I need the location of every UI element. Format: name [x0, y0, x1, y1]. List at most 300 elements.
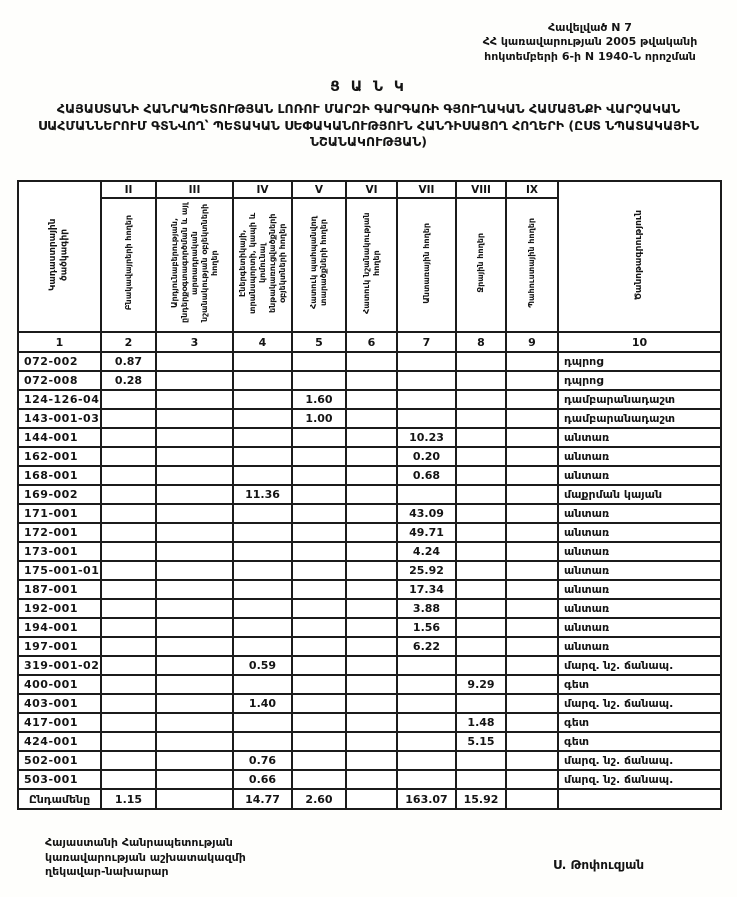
cadastral-code-cell: 143-001-03 [18, 409, 101, 428]
total-value-cell: 2.60 [292, 789, 346, 809]
area-value-cell [456, 694, 506, 713]
cadastral-code-cell: 187-001 [18, 580, 101, 599]
table-row [18, 637, 721, 656]
area-value-cell [101, 751, 156, 770]
area-value-cell [156, 732, 233, 751]
note-cell: անտառ [558, 447, 721, 466]
total-value-cell [156, 789, 233, 809]
area-value-cell [292, 694, 346, 713]
area-value-cell [397, 751, 456, 770]
area-value-cell: 0.59 [233, 656, 292, 675]
area-value-cell [506, 675, 558, 694]
total-value-cell: 14.77 [233, 789, 292, 809]
document-title: Ց Ա Ն Կ [330, 79, 407, 95]
total-value-cell: 1.15 [101, 789, 156, 809]
header-notes [558, 181, 721, 332]
table-row [18, 542, 721, 561]
area-value-cell [346, 428, 397, 447]
area-value-cell [101, 523, 156, 542]
area-value-cell: 4.24 [397, 542, 456, 561]
header-forest-lands: Անտառային հողեր [397, 198, 456, 332]
area-value-cell: 49.71 [397, 523, 456, 542]
area-value-cell [233, 732, 292, 751]
area-value-cell [101, 542, 156, 561]
area-value-cell [456, 447, 506, 466]
signatory-title-line: կառավարության աշխատակազմի [45, 850, 246, 864]
area-value-cell: 5.15 [456, 732, 506, 751]
area-value-cell [456, 599, 506, 618]
column-number: 8 [456, 332, 506, 352]
area-value-cell [233, 542, 292, 561]
area-value-cell [101, 485, 156, 504]
area-value-cell [233, 599, 292, 618]
table-row [18, 447, 721, 466]
table-row [18, 751, 721, 770]
area-value-cell [506, 694, 558, 713]
area-value-cell: 0.68 [397, 466, 456, 485]
area-value-cell [292, 504, 346, 523]
column-number: 9 [506, 332, 558, 352]
area-value-cell [233, 447, 292, 466]
area-value-cell [456, 637, 506, 656]
area-value-cell [292, 637, 346, 656]
total-value-cell: 15.92 [456, 789, 506, 809]
total-value-cell: 163.07 [397, 789, 456, 809]
area-value-cell [156, 447, 233, 466]
area-value-cell: 0.20 [397, 447, 456, 466]
area-value-cell [506, 599, 558, 618]
note-cell: անտառ [558, 466, 721, 485]
note-cell: անտառ [558, 504, 721, 523]
note-cell: մարզ. նշ. ճանապ. [558, 656, 721, 675]
area-value-cell [156, 694, 233, 713]
area-value-cell [346, 580, 397, 599]
cadastral-code-cell: 173-001 [18, 542, 101, 561]
area-value-cell [156, 561, 233, 580]
area-value-cell [292, 447, 346, 466]
area-value-cell [397, 656, 456, 675]
area-value-cell [456, 352, 506, 371]
column-number: 4 [233, 332, 292, 352]
area-value-cell [156, 656, 233, 675]
signatory-name: Ս. Թոփուզյան [553, 858, 645, 872]
table-row [18, 618, 721, 637]
area-value-cell [397, 352, 456, 371]
area-value-cell [506, 352, 558, 371]
area-value-cell [506, 466, 558, 485]
cadastral-code-cell: 424-001 [18, 732, 101, 751]
area-value-cell [506, 713, 558, 732]
area-value-cell [397, 732, 456, 751]
cadastral-code-cell: 072-008 [18, 371, 101, 390]
area-value-cell [292, 523, 346, 542]
area-value-cell [292, 428, 346, 447]
note-cell: մարզ. նշ. ճանապ. [558, 751, 721, 770]
area-value-cell [156, 675, 233, 694]
table-row [18, 732, 721, 751]
area-value-cell [456, 428, 506, 447]
area-value-cell [506, 656, 558, 675]
area-value-cell: 11.36 [233, 485, 292, 504]
area-value-cell: 9.29 [456, 675, 506, 694]
area-value-cell [506, 504, 558, 523]
area-value-cell [292, 542, 346, 561]
note-cell: անտառ [558, 599, 721, 618]
cadastral-code-cell: 072-002 [18, 352, 101, 371]
table-row [18, 523, 721, 542]
roman-numeral: VI [346, 181, 397, 198]
roman-numeral: VIII [456, 181, 506, 198]
header-cadastral-code-label: Կադաստրային ծածկագիր [48, 218, 70, 292]
area-value-cell [506, 485, 558, 504]
area-value-cell [397, 770, 456, 789]
area-value-cell [506, 390, 558, 409]
area-value-cell [346, 466, 397, 485]
area-value-cell [506, 580, 558, 599]
annex-line: ՀՀ կառավարության 2005 թվականի [482, 35, 698, 49]
area-value-cell [456, 656, 506, 675]
table-row [18, 390, 721, 409]
roman-numeral: II [101, 181, 156, 198]
roman-numeral: VII [397, 181, 456, 198]
area-value-cell [233, 371, 292, 390]
roman-numeral: IX [506, 181, 558, 198]
cadastral-code-cell: 503-001 [18, 770, 101, 789]
area-value-cell: 1.40 [233, 694, 292, 713]
table-row [18, 485, 721, 504]
column-number: 7 [397, 332, 456, 352]
area-value-cell [346, 694, 397, 713]
note-cell: մարզ. նշ. ճանապ. [558, 770, 721, 789]
area-value-cell [456, 751, 506, 770]
area-value-cell [456, 390, 506, 409]
area-value-cell [456, 580, 506, 599]
area-value-cell [506, 523, 558, 542]
table-row [18, 713, 721, 732]
area-value-cell [233, 504, 292, 523]
cadastral-code-cell: 171-001 [18, 504, 101, 523]
header-special-purpose-lands: Հատուկ նշանակության հողեր [346, 198, 397, 332]
table-row [18, 694, 721, 713]
area-value-cell [456, 371, 506, 390]
area-value-cell [233, 428, 292, 447]
area-value-cell [156, 580, 233, 599]
table-row [18, 504, 721, 523]
area-value-cell [156, 770, 233, 789]
area-value-cell: 43.09 [397, 504, 456, 523]
area-value-cell: 25.92 [397, 561, 456, 580]
table-row [18, 599, 721, 618]
area-value-cell [292, 770, 346, 789]
area-value-cell [292, 732, 346, 751]
cadastral-code-cell: 175-001-01 [18, 561, 101, 580]
area-value-cell [506, 561, 558, 580]
roman-numeral: III [156, 181, 233, 198]
area-value-cell [156, 504, 233, 523]
table-row [18, 561, 721, 580]
note-cell: դպրոց [558, 371, 721, 390]
area-value-cell [101, 732, 156, 751]
area-value-cell [156, 485, 233, 504]
note-cell: անտառ [558, 428, 721, 447]
table-row [18, 371, 721, 390]
area-value-cell [456, 409, 506, 428]
area-value-cell: 3.88 [397, 599, 456, 618]
area-value-cell [233, 466, 292, 485]
area-value-cell [233, 409, 292, 428]
total-value-cell [346, 789, 397, 809]
column-number: 5 [292, 332, 346, 352]
cadastral-code-cell: 194-001 [18, 618, 101, 637]
area-value-cell [101, 561, 156, 580]
area-value-cell [101, 390, 156, 409]
cadastral-code-cell: 417-001 [18, 713, 101, 732]
area-value-cell [233, 523, 292, 542]
area-value-cell [456, 770, 506, 789]
column-number: 6 [346, 332, 397, 352]
area-value-cell [101, 694, 156, 713]
area-value-cell: 1.00 [292, 409, 346, 428]
area-value-cell [506, 447, 558, 466]
cadastral-code-cell: 162-001 [18, 447, 101, 466]
area-value-cell [233, 618, 292, 637]
note-cell: գետ [558, 713, 721, 732]
table-row [18, 580, 721, 599]
area-value-cell [346, 751, 397, 770]
area-value-cell [346, 770, 397, 789]
area-value-cell [233, 352, 292, 371]
cadastral-code-cell: 403-001 [18, 694, 101, 713]
area-value-cell [292, 599, 346, 618]
area-value-cell [346, 504, 397, 523]
area-value-cell: 0.28 [101, 371, 156, 390]
area-value-cell [397, 390, 456, 409]
area-value-cell [506, 770, 558, 789]
area-value-cell [456, 466, 506, 485]
cadastral-code-cell: 169-002 [18, 485, 101, 504]
cadastral-code-cell: 502-001 [18, 751, 101, 770]
table-row [18, 770, 721, 789]
area-value-cell [233, 561, 292, 580]
cadastral-code-cell: 192-001 [18, 599, 101, 618]
area-value-cell [346, 599, 397, 618]
cadastral-code-cell: 172-001 [18, 523, 101, 542]
table-row [18, 428, 721, 447]
area-value-cell [506, 732, 558, 751]
area-value-cell [346, 656, 397, 675]
area-value-cell [346, 732, 397, 751]
area-value-cell [101, 409, 156, 428]
total-value-cell [506, 789, 558, 809]
area-value-cell [101, 447, 156, 466]
note-cell: անտառ [558, 561, 721, 580]
area-value-cell [156, 713, 233, 732]
area-value-cell [346, 409, 397, 428]
area-value-cell [233, 713, 292, 732]
header-reserve-lands: Պահուստային հողեր [506, 198, 558, 332]
header-cadastral-code [18, 181, 101, 332]
area-value-cell [346, 542, 397, 561]
area-value-cell [346, 637, 397, 656]
cadastral-code-cell: 124-126-04 [18, 390, 101, 409]
area-value-cell [101, 504, 156, 523]
area-value-cell [346, 523, 397, 542]
roman-numeral-row [18, 181, 721, 198]
area-value-cell: 17.34 [397, 580, 456, 599]
area-value-cell [346, 561, 397, 580]
note-cell: մաքրման կայան [558, 485, 721, 504]
area-value-cell [292, 580, 346, 599]
area-value-cell [346, 371, 397, 390]
note-cell: գետ [558, 675, 721, 694]
note-cell: անտառ [558, 618, 721, 637]
area-value-cell: 0.66 [233, 770, 292, 789]
area-value-cell [506, 542, 558, 561]
area-value-cell [101, 618, 156, 637]
area-value-cell [101, 675, 156, 694]
note-cell: դամբարանադաշտ [558, 409, 721, 428]
signatory-title-line: ղեկավար-նախարար [45, 865, 169, 879]
area-value-cell [156, 428, 233, 447]
area-value-cell [156, 618, 233, 637]
area-value-cell: 1.48 [456, 713, 506, 732]
annex-reference [465, 21, 715, 64]
area-value-cell [101, 713, 156, 732]
header-notes-label: Ծանոթագրություն [633, 209, 644, 301]
area-value-cell: 0.76 [233, 751, 292, 770]
area-value-cell [346, 352, 397, 371]
table-row [18, 352, 721, 371]
cadastral-code-cell: 319-001-02 [18, 656, 101, 675]
header-energy-transport-lands: Էներգետիկայի, տրանսպորտի, կապի և կոմունալ ենթակառուցվածքների օբյեկտների հողեր [233, 198, 292, 332]
area-value-cell [101, 770, 156, 789]
area-value-cell [506, 409, 558, 428]
area-value-cell [456, 523, 506, 542]
signatory-title-line: Հայաստանի Հանրապետության [45, 836, 233, 849]
area-value-cell [101, 656, 156, 675]
area-value-cell [346, 618, 397, 637]
area-value-cell [101, 580, 156, 599]
area-value-cell [292, 371, 346, 390]
area-value-cell [506, 428, 558, 447]
area-value-cell [397, 485, 456, 504]
area-value-cell [101, 466, 156, 485]
table-row [18, 675, 721, 694]
area-value-cell [506, 371, 558, 390]
area-value-cell [346, 390, 397, 409]
signatory-title-block [45, 836, 246, 880]
note-cell: դամբարանադաշտ [558, 390, 721, 409]
area-value-cell [292, 675, 346, 694]
area-value-cell [346, 675, 397, 694]
note-cell: անտառ [558, 637, 721, 656]
annex-line: Հավելված N 7 [548, 21, 632, 34]
header-residential-lands: Բնակավայրերի հողեր [101, 198, 156, 332]
area-value-cell: 0.87 [101, 352, 156, 371]
area-value-cell [397, 409, 456, 428]
area-value-cell: 1.56 [397, 618, 456, 637]
area-value-cell [156, 751, 233, 770]
area-value-cell [101, 428, 156, 447]
area-value-cell [397, 694, 456, 713]
header-industrial-lands: Արդյունաբերության, ընդերքօգտագործման և այլ արտադրական նշանակության օբյեկտների հողեր [156, 198, 233, 332]
note-cell: անտառ [558, 580, 721, 599]
area-value-cell [292, 618, 346, 637]
area-value-cell [456, 618, 506, 637]
area-value-cell [156, 599, 233, 618]
cadastral-code-cell: 197-001 [18, 637, 101, 656]
area-value-cell [506, 637, 558, 656]
table-row [18, 409, 721, 428]
area-value-cell [292, 485, 346, 504]
area-value-cell [233, 580, 292, 599]
area-value-cell: 6.22 [397, 637, 456, 656]
area-value-cell [397, 371, 456, 390]
area-value-cell [156, 637, 233, 656]
area-value-cell [397, 713, 456, 732]
column-number: 3 [156, 332, 233, 352]
area-value-cell [292, 466, 346, 485]
area-value-cell [456, 485, 506, 504]
area-value-cell [156, 523, 233, 542]
area-value-cell [156, 466, 233, 485]
note-cell: դպրոց [558, 352, 721, 371]
area-value-cell [456, 504, 506, 523]
area-value-cell [233, 637, 292, 656]
table-row [18, 656, 721, 675]
total-note-cell [558, 789, 721, 809]
cadastral-code-cell: 168-001 [18, 466, 101, 485]
document-subtitle: ՀԱՅԱՍՏԱՆԻ ՀԱՆՐԱՊԵՏՈՒԹՅԱՆ ԼՈՌՈՒ ՄԱՐԶԻ ԳԱՐԳԱՌԻ ԳՅՈՒՂԱԿԱՆ ՀԱՄԱՅՆՔԻ ՎԱՐՉԱԿԱՆ ՍԱՀՄԱՆՆԵՐՈՒՄ ԳՏՆՎՈՂ՝ ՊԵՏԱԿԱՆ ՍԵՓԱԿԱՆՈՒԹՅՈՒՆ ՀԱՆԴԻՍԱՑՈՂ ՀՈՂԵՐԻ (ԸՍՏ ՆՊԱՏԱԿԱՅԻՆ ՆՇԱՆԱԿՈՒԹՅԱՆ) [37, 101, 700, 150]
area-value-cell [456, 561, 506, 580]
area-value-cell [101, 637, 156, 656]
area-value-cell [456, 542, 506, 561]
area-value-cell [506, 751, 558, 770]
area-value-cell [506, 618, 558, 637]
cadastral-code-cell: 144-001 [18, 428, 101, 447]
note-cell: անտառ [558, 542, 721, 561]
area-value-cell [346, 447, 397, 466]
total-label-cell: Ընդամենը [18, 789, 101, 809]
area-value-cell [346, 713, 397, 732]
area-value-cell [101, 599, 156, 618]
roman-numeral: IV [233, 181, 292, 198]
area-value-cell [233, 390, 292, 409]
annex-line: հոկտեմբերի 6-ի N 1940-Ն որոշման [484, 49, 696, 63]
note-cell: անտառ [558, 523, 721, 542]
roman-numeral: V [292, 181, 346, 198]
note-cell: մարզ. նշ. ճանապ. [558, 694, 721, 713]
column-number: 1 [18, 332, 101, 352]
table-row [18, 466, 721, 485]
column-number: 10 [558, 332, 721, 352]
area-value-cell [156, 352, 233, 371]
area-value-cell [156, 390, 233, 409]
area-value-cell: 10.23 [397, 428, 456, 447]
area-value-cell [156, 542, 233, 561]
area-value-cell: 1.60 [292, 390, 346, 409]
area-value-cell [397, 675, 456, 694]
total-row [18, 789, 721, 809]
note-cell: գետ [558, 732, 721, 751]
area-value-cell [233, 675, 292, 694]
area-value-cell [156, 371, 233, 390]
header-protected-lands: Հատուկ պահպանվող տարածքների հողեր [292, 198, 346, 332]
area-value-cell [346, 485, 397, 504]
column-number-row [18, 332, 721, 352]
area-value-cell [292, 352, 346, 371]
land-parcels-table [17, 180, 722, 810]
